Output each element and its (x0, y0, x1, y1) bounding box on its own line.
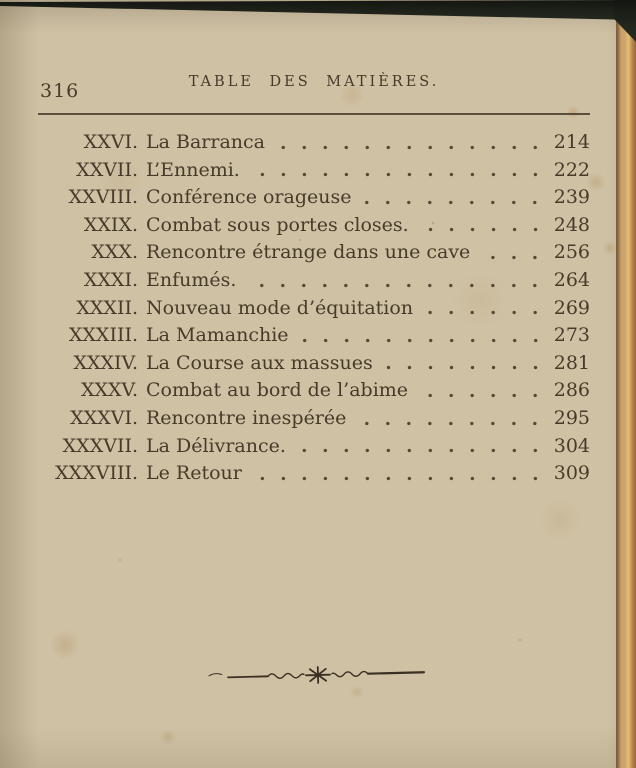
chapter-numeral: XXXIII. (68, 324, 138, 347)
chapter-numeral: XXXVII. (62, 434, 138, 457)
chapter-numeral: XXVII. (76, 158, 138, 181)
dot-leader (356, 419, 545, 428)
chapter-title: Nouveau mode d’équitation (146, 296, 414, 319)
dot-leader (299, 336, 546, 345)
toc-row (38, 405, 590, 433)
dot-leader (480, 253, 545, 262)
chapter-numeral: XXXIV. (73, 351, 138, 374)
chapter-page: 256 (553, 241, 590, 264)
toc-row (38, 350, 590, 378)
toc-row (38, 322, 590, 350)
chapter-page: 239 (553, 186, 590, 209)
chapter-numeral: XXXVIII. (55, 462, 138, 485)
chapter-title: L’Ennemi. (146, 158, 240, 181)
chapter-numeral: XXX. (91, 241, 138, 264)
dot-leader (419, 225, 546, 234)
chapter-title: Combat au bord de l’abime (146, 379, 409, 402)
table-of-contents (38, 129, 590, 488)
chapter-page: 309 (553, 462, 590, 485)
chapter-page: 295 (553, 406, 590, 429)
dot-leader (275, 143, 546, 152)
chapter-title: Combat sous portes closes. (146, 213, 409, 236)
page-fore-edge (616, 0, 636, 768)
chapter-page: 222 (553, 158, 590, 181)
chapter-page: 281 (553, 351, 590, 374)
page-content (38, 0, 590, 488)
page-title: TABLE DES MATIÈRES. (188, 74, 440, 90)
chapter-numeral: XXIX. (83, 213, 138, 236)
chapter-page: 269 (553, 296, 590, 319)
chapter-title: Conférence orageuse (146, 186, 352, 209)
chapter-title: Rencontre inespérée (146, 406, 347, 429)
chapter-numeral: XXXII. (76, 296, 138, 319)
dot-leader (296, 446, 546, 455)
chapter-numeral: XXXI. (83, 268, 138, 291)
chapter-numeral: XXXV. (80, 379, 138, 402)
chapter-numeral: XXVIII. (68, 186, 138, 209)
toc-row (38, 460, 590, 488)
chapter-numeral: XXVI. (83, 131, 138, 153)
chapter-title: Enfumés. (146, 268, 237, 291)
dot-leader (418, 391, 546, 400)
chapter-title: La Barranca (146, 131, 265, 153)
page-number: 316 (40, 80, 80, 102)
chapter-title: La Course aux massues (146, 351, 373, 374)
chapter-numeral: XXXVI. (70, 406, 138, 429)
toc-row (38, 433, 590, 461)
toc-row (38, 157, 590, 185)
dot-leader (250, 170, 546, 179)
chapter-title: Le Retour (146, 462, 242, 485)
toc-row (38, 129, 590, 157)
toc-row (38, 212, 590, 240)
dot-leader (252, 474, 546, 483)
toc-row (38, 295, 590, 323)
page-header (38, 0, 590, 104)
chapter-page: 214 (553, 131, 590, 153)
header-rule (38, 113, 590, 115)
chapter-page: 286 (553, 379, 590, 402)
toc-row (38, 267, 590, 295)
chapter-title: La Délivrance. (146, 434, 286, 457)
toc-row (38, 239, 590, 267)
toc-row (38, 377, 590, 405)
toc-row (38, 184, 590, 212)
dot-leader (383, 363, 546, 372)
chapter-page: 248 (553, 213, 590, 236)
dot-leader (361, 198, 545, 207)
dot-leader (423, 308, 546, 317)
chapter-title: Rencontre étrange dans une cave (146, 241, 471, 264)
chapter-title: La Mamanchie (146, 324, 289, 347)
chapter-page: 273 (553, 324, 590, 347)
chapter-page: 304 (553, 434, 590, 457)
dot-leader (246, 281, 545, 290)
chapter-page: 264 (553, 268, 590, 291)
